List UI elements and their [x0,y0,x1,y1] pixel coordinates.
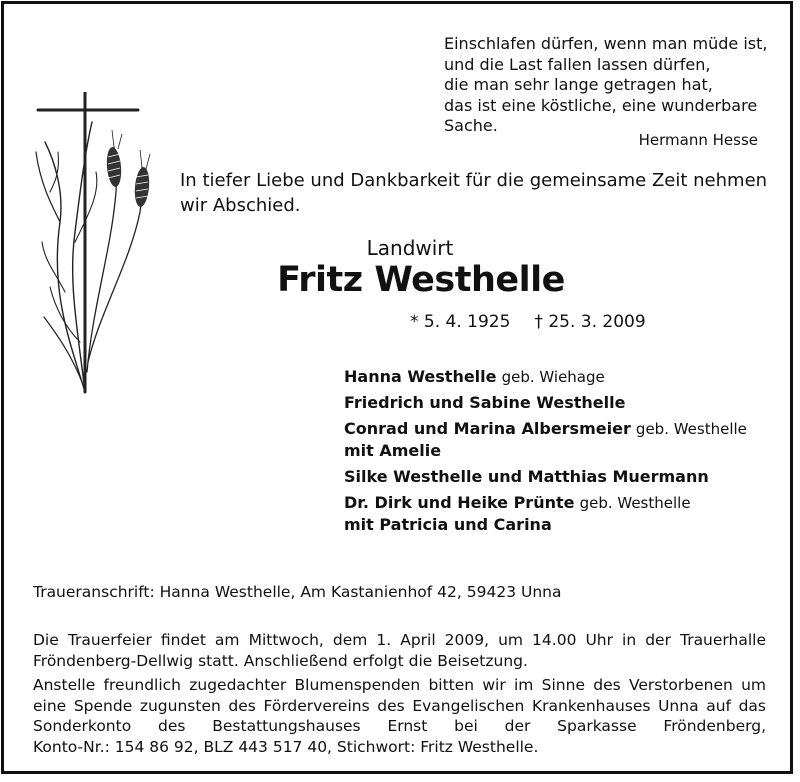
mourner-name: Hanna Westhelle [344,367,497,386]
mourner-name: Silke Westhelle und Matthias Muermann [344,467,709,486]
life-dates [410,312,670,332]
intro-text [180,168,770,218]
mourner-name: mit Patricia und Carina [344,515,552,534]
mourner-name: mit Amelie [344,441,442,460]
ceremony-line: Fröndenberg-Dellwig statt. Anschließend erfolgt die Beisetzung. [33,651,528,670]
donation-paragraph [33,675,766,757]
quote [444,34,774,137]
ceremony-paragraph [33,630,766,671]
quote-line: Sache. [444,116,498,135]
mourner-group [344,366,784,388]
ceremony-line: Die Trauerfeier findet am Mittwoch, dem 1. April 2009, um 14.00 Uhr in der Trauerhalle [33,631,766,649]
mourner-line [344,492,784,514]
mourner-line [344,418,784,440]
mourner-line [344,392,784,414]
mourner-line [344,466,784,488]
quote-line: das ist eine köstliche, eine wunderbare [444,95,758,115]
mourner-line [344,514,784,536]
intro-line: wir Abschied. [180,195,301,216]
deceased-name: Fritz Westhelle [277,260,565,300]
death-date: † 25. 3. 2009 [534,312,646,332]
mourner-note: geb. Westhelle [635,420,747,438]
mourner-name: Conrad und Marina Albersmeier [344,419,631,438]
donation-line: eine Spende zugunsten des Fördervereins des Evangelischen Krankenhauses Unna auf das [33,696,766,715]
mourner-group [344,466,784,488]
quote-author: Hermann Hesse [638,131,758,149]
deceased-occupation: Landwirt [366,236,454,260]
quote-line: und die Last fallen lassen dürfen, [444,54,711,74]
mourner-group [344,418,784,462]
mourner-name: Friedrich und Sabine Westhelle [344,393,626,412]
quote-line: Einschlafen dürfen, wenn man müde ist, [444,34,768,53]
mourner-line [344,440,784,462]
mourner-line [344,366,784,388]
donation-line: Anstelle freundlich zugedachter Blumenspenden bitten wir im Sinne des Verstorbenen um [33,676,766,694]
mourner-group [344,392,784,414]
mourner-group [344,492,784,536]
intro-line: In tiefer Liebe und Dankbarkeit für die gemeinsame Zeit nehmen [180,170,768,191]
donation-line: Konto-Nr.: 154 86 92, BLZ 443 517 40, Stichwort: Fritz Westhelle. [33,737,539,756]
mourner-note: geb. Wiehage [501,368,605,386]
mourner-note: geb. Westhelle [579,494,691,512]
birth-date: * 5. 4. 1925 [410,312,511,332]
quote-line: die man sehr lange getragen hat, [444,75,713,94]
mourner-name: Dr. Dirk und Heike Prünte [344,493,575,512]
mourners-list [344,366,784,540]
donation-line: Sonderkonto des Bestattungshauses Ernst bei der Sparkasse Fröndenberg, [33,717,766,735]
mourning-address: Traueranschrift: Hanna Westhelle, Am Kastanienhof 42, 59423 Unna [33,583,562,601]
